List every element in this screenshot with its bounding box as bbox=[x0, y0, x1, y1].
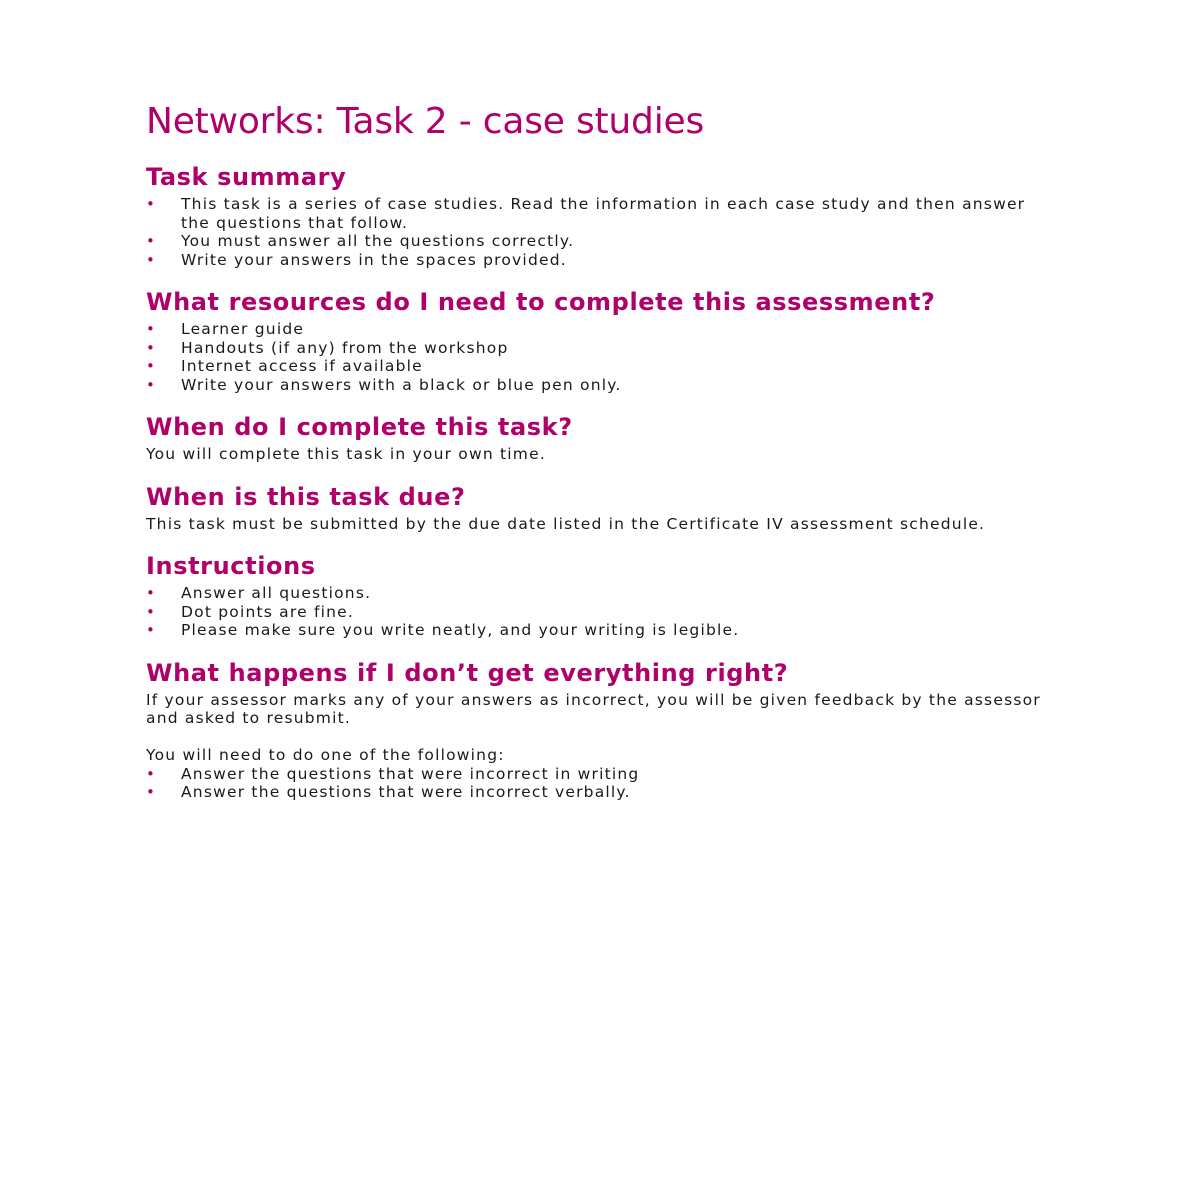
list-item bbox=[146, 320, 1056, 339]
list-item-text: Answer all questions. bbox=[181, 584, 372, 602]
bullet-icon: • bbox=[146, 375, 157, 394]
bullet-icon: • bbox=[146, 338, 157, 357]
list-item bbox=[146, 232, 1056, 251]
list-item-text: Learner guide bbox=[181, 320, 305, 338]
section-text: You will complete this task in your own time. bbox=[146, 445, 546, 463]
list-item bbox=[146, 251, 1056, 270]
list-item-text: Write your answers in the spaces provided. bbox=[181, 250, 567, 269]
bullet-icon: • bbox=[146, 783, 157, 801]
list-item-text: Answer the questions that were incorrect verbally. bbox=[181, 783, 631, 801]
bullet-list bbox=[146, 584, 1056, 640]
section-heading: Instructions bbox=[146, 552, 316, 580]
section-due bbox=[146, 484, 1056, 534]
list-item-text: Internet access if available bbox=[181, 357, 423, 375]
list-item bbox=[146, 339, 1056, 358]
bullet-icon: • bbox=[146, 621, 157, 639]
bullet-icon: • bbox=[146, 764, 157, 783]
section-resubmit bbox=[146, 660, 1056, 802]
paragraph-spacer bbox=[146, 728, 1056, 747]
list-item bbox=[146, 584, 1056, 603]
bullet-list bbox=[146, 195, 1056, 269]
bullet-icon: • bbox=[146, 232, 157, 250]
section-instructions bbox=[146, 553, 1056, 640]
bullet-icon: • bbox=[146, 584, 157, 602]
list-item-text: Write your answers with a black or blue pen only. bbox=[181, 375, 622, 394]
list-item bbox=[146, 603, 1056, 622]
bullet-list bbox=[146, 320, 1056, 394]
list-item bbox=[146, 195, 1056, 232]
list-item bbox=[146, 376, 1056, 395]
bullet-list bbox=[146, 765, 1056, 802]
list-item bbox=[146, 621, 1056, 640]
bullet-icon: • bbox=[146, 320, 157, 338]
section-when-complete bbox=[146, 414, 1056, 464]
section-text: If your assessor marks any of your answers as incorrect, you will be given feedback by the assessor and asked to resubmit. bbox=[146, 690, 1041, 727]
list-item-text: Dot points are fine. bbox=[181, 602, 354, 621]
section-heading: When do I complete this task? bbox=[146, 413, 573, 441]
list-item bbox=[146, 765, 1056, 784]
list-item-text: This task is a series of case studies. Read the information in each case study and then answer the questions that follow. bbox=[181, 195, 1026, 232]
bullet-icon: • bbox=[146, 602, 157, 621]
document-page bbox=[146, 100, 1056, 822]
list-item-text: Handouts (if any) from the workshop bbox=[181, 338, 509, 357]
page-title: Networks: Task 2 - case studies bbox=[146, 101, 705, 142]
section-heading: When is this task due? bbox=[146, 482, 466, 511]
section-text: You will need to do one of the following: bbox=[146, 746, 505, 764]
list-item bbox=[146, 783, 1056, 802]
bullet-icon: • bbox=[146, 250, 157, 269]
section-heading: What resources do I need to complete this assessment? bbox=[146, 288, 936, 316]
list-item-text: You must answer all the questions correctly. bbox=[181, 232, 575, 250]
list-item bbox=[146, 357, 1056, 376]
bullet-icon: • bbox=[146, 357, 157, 375]
section-heading: Task summary bbox=[146, 163, 347, 191]
section-resources bbox=[146, 289, 1056, 394]
section-text: This task must be submitted by the due date listed in the Certificate IV assessment schedule. bbox=[146, 514, 986, 533]
list-item-text: Please make sure you write neatly, and your writing is legible. bbox=[181, 621, 740, 639]
section-heading: What happens if I don’t get everything right? bbox=[146, 658, 789, 687]
list-item-text: Answer the questions that were incorrect in writing bbox=[181, 764, 640, 783]
bullet-icon: • bbox=[146, 195, 157, 213]
section-task-summary bbox=[146, 164, 1056, 269]
